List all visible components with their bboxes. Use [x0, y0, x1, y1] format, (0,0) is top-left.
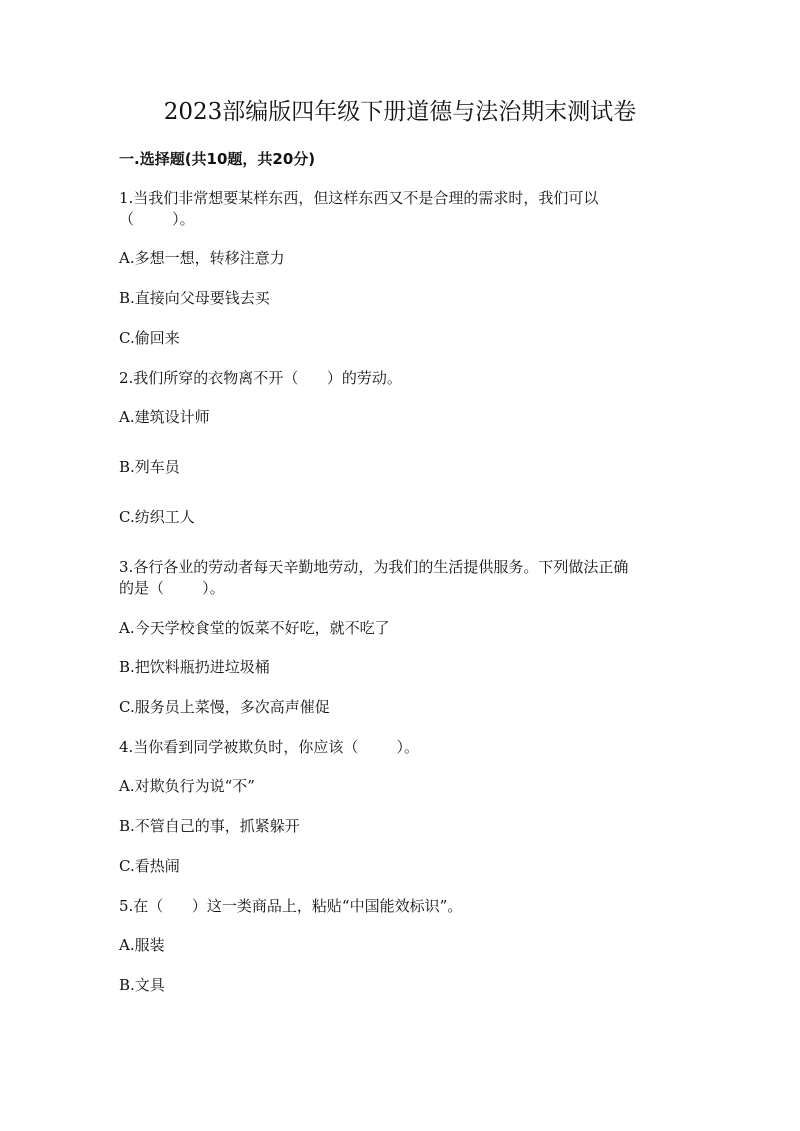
- question-3-option-b: B.把饮料瓶扔进垃圾桶: [119, 658, 270, 676]
- exam-title: 2023部编版四年级下册道德与法治期末测试卷: [163, 99, 637, 125]
- question-5-option-a: A.服装: [119, 936, 165, 954]
- question-5-option-b: B.文具: [119, 976, 165, 994]
- question-2-option-b: B.列车员: [119, 458, 180, 476]
- question-5-stem-line-1: 5.在（ ）这一类商品上，粘贴“中国能效标识”。: [119, 897, 463, 915]
- question-1-option-c: C.偷回来: [119, 329, 180, 347]
- question-2-option-c: C.纺织工人: [119, 508, 195, 526]
- question-2-stem-line-1: 2.我们所穿的衣物离不开（ ）的劳动。: [119, 369, 402, 387]
- question-1-stem-line-1: 1.当我们非常想要某样东西，但这样东西又不是合理的需求时，我们可以: [119, 189, 599, 207]
- question-1-option-a: A.多想一想，转移注意力: [119, 249, 285, 267]
- question-3-option-c: C.服务员上菜慢，多次高声催促: [119, 698, 330, 716]
- question-1-option-b: B.直接向父母要钱去买: [119, 289, 270, 307]
- question-4-option-c: C.看热闹: [119, 857, 180, 875]
- question-1-stem-line-2: （ ）。: [119, 210, 195, 228]
- question-4-option-b: B.不管自己的事，抓紧躲开: [119, 817, 300, 835]
- question-3-stem-line-1: 3.各行各业的劳动者每天辛勤地劳动，为我们的生活提供服务。下列做法正确: [119, 558, 629, 576]
- question-4-option-a: A.对欺负行为说“不”: [119, 777, 255, 795]
- question-3-stem-line-2: 的是（ ）。: [119, 579, 225, 597]
- question-3-option-a: A.今天学校食堂的饭菜不好吃，就不吃了: [119, 619, 390, 637]
- question-4-stem-line-1: 4.当你看到同学被欺负时，你应该（ ）。: [119, 738, 419, 756]
- section-heading: 一.选择题(共10题，共20分): [119, 150, 316, 168]
- question-2-option-a: A.建筑设计师: [119, 408, 210, 426]
